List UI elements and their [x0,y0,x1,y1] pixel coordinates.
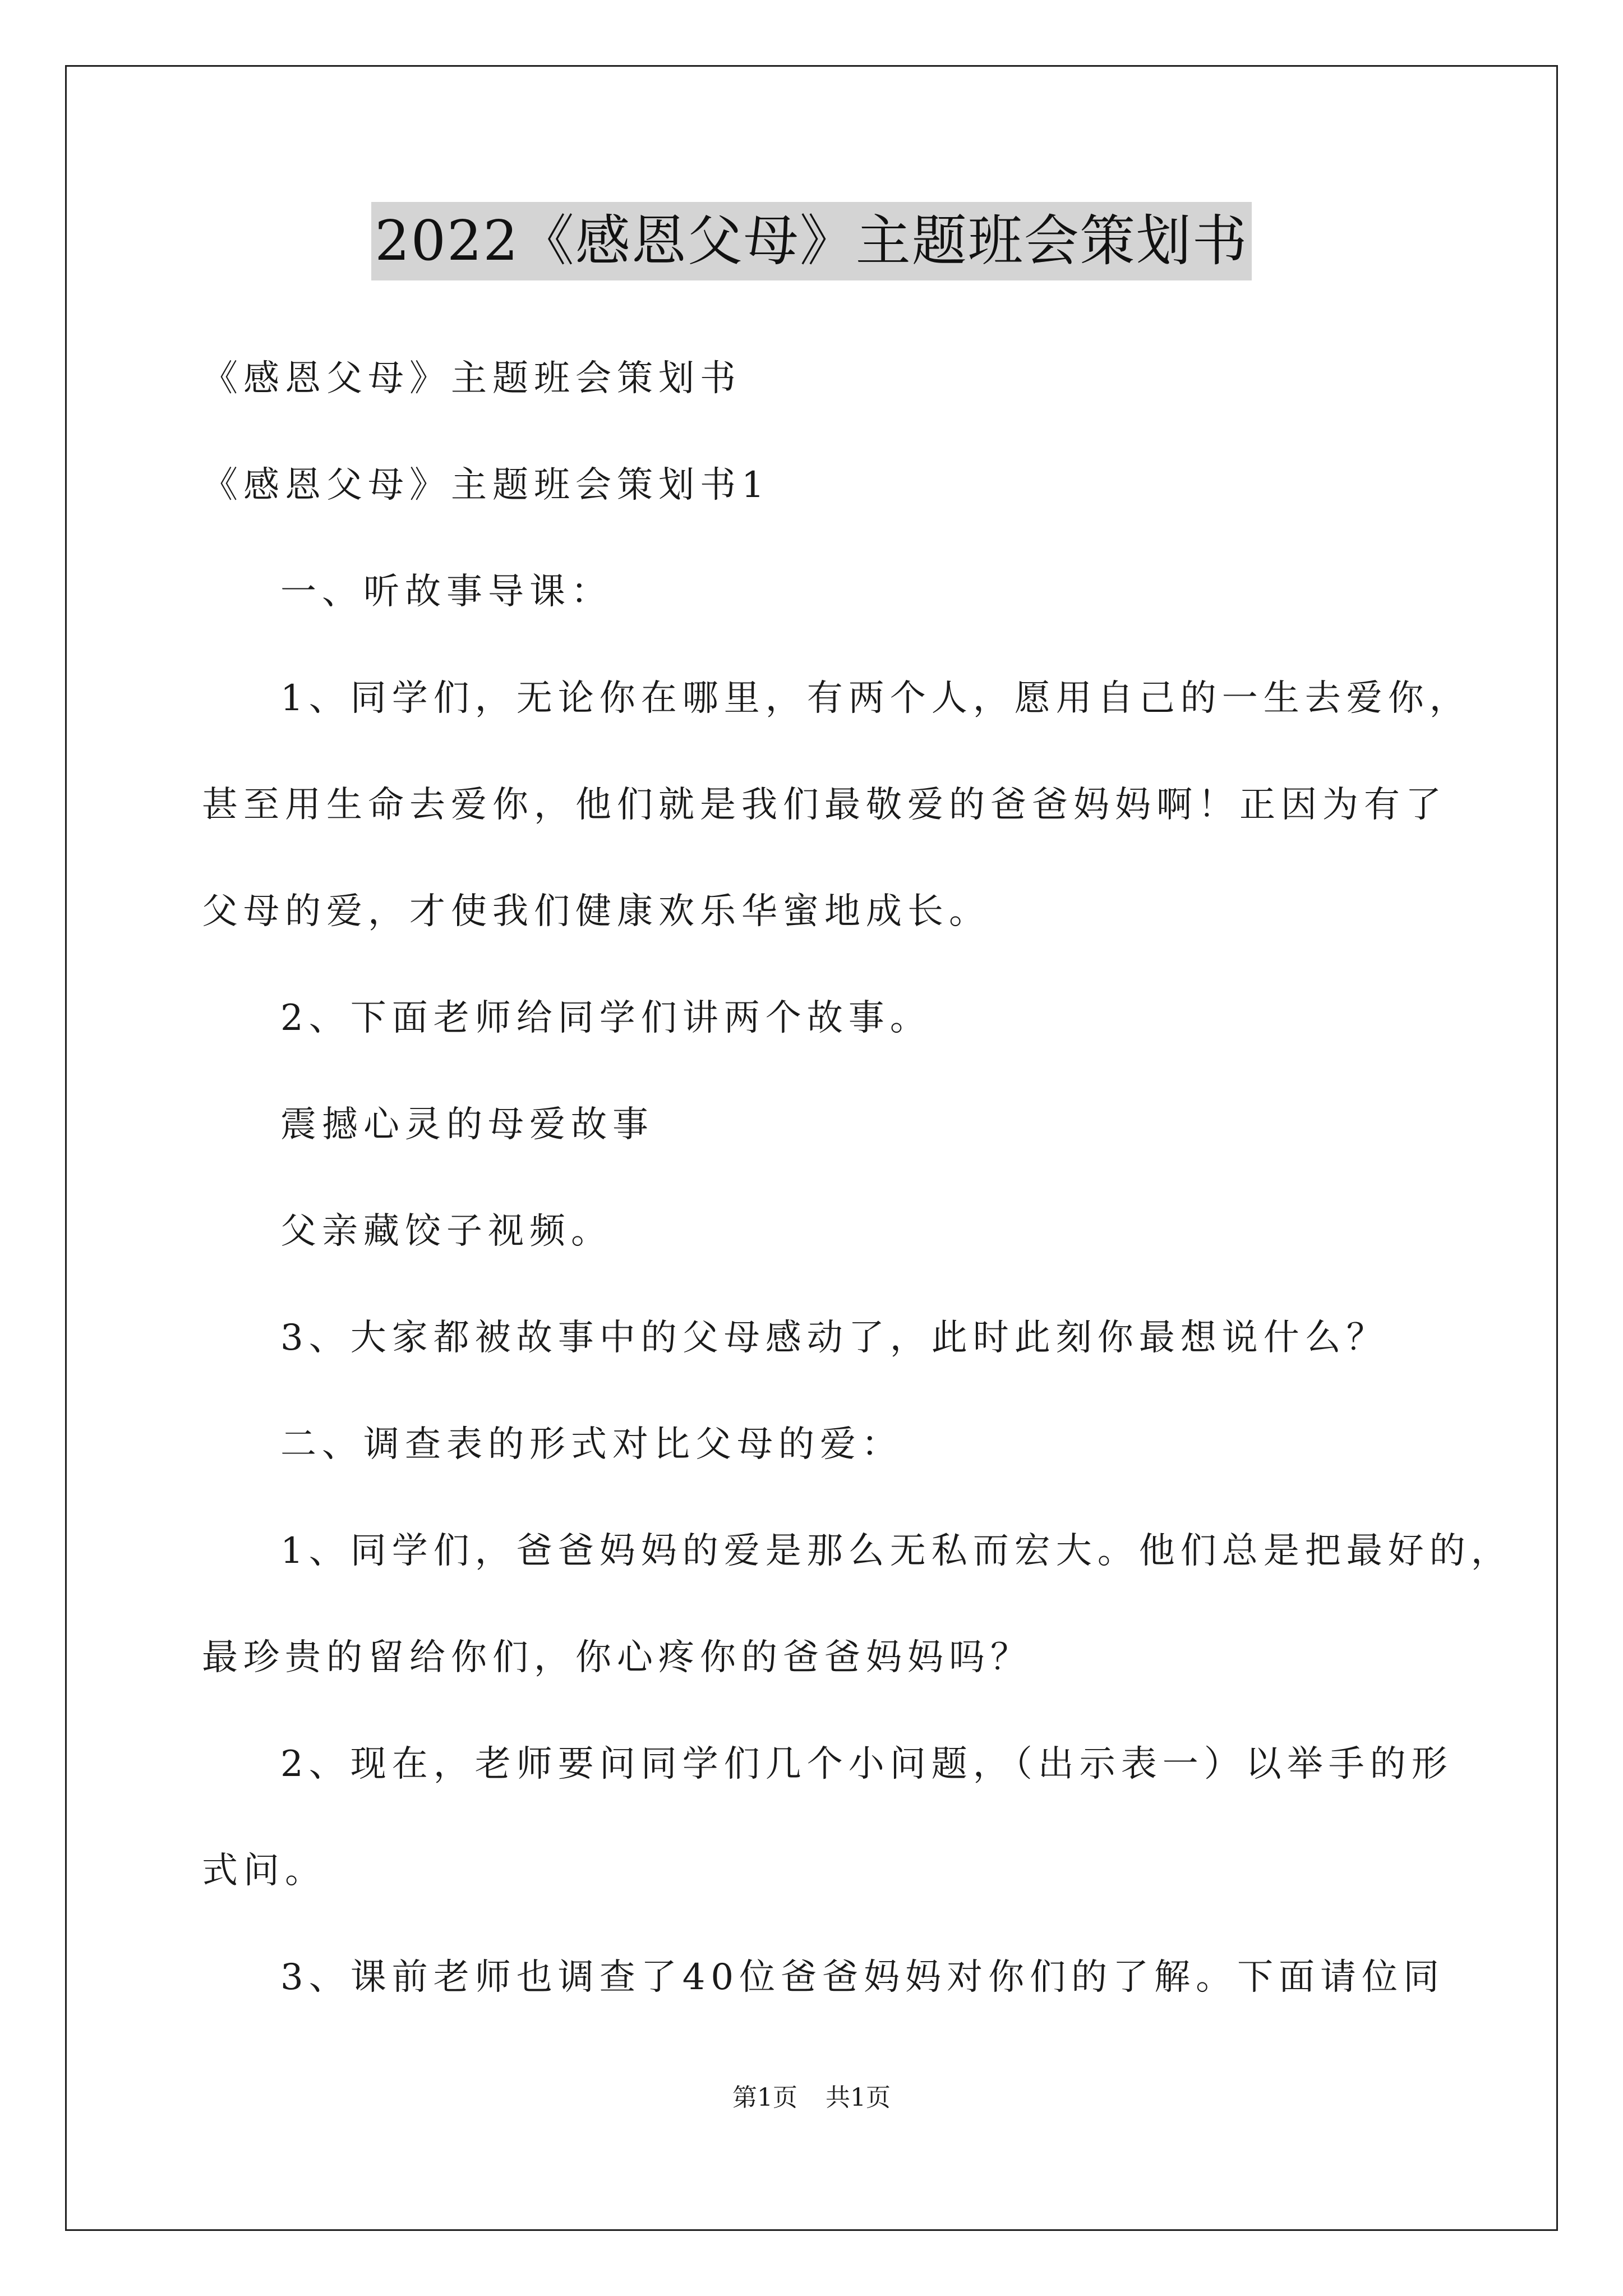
page-number-current: 第1页 [732,2083,797,2112]
paragraph-line: 父母的爱，才使我们健康欢乐华蜜地成长。 [202,891,990,932]
document-title: 2022《感恩父母》主题班会策划书 [371,202,1251,280]
paragraph-line: 甚至用生命去爱你，他们就是我们最敬爱的爸爸妈妈啊！正因为有了 [202,784,1447,826]
paragraph-line: 3、课前老师也调查了40位爸爸妈妈对你们的了解。下面请位同 [280,1957,1445,1998]
paragraph-section-2: 二、调查表的形式对比父母的爱： [280,1424,903,1465]
page-number-total: 共1页 [826,2083,891,2112]
paragraph-line: 1、同学们，无论你在哪里，有两个人，愿用自己的一生去爱你， [280,678,1471,719]
paragraph-heading: 《感恩父母》主题班会策划书 [202,358,741,399]
paragraph-line: 3、大家都被故事中的父母感动了，此时此刻你最想说什么？ [280,1317,1388,1359]
paragraph-line: 2、下面老师给同学们讲两个故事。 [280,997,932,1039]
paragraph-subheading: 《感恩父母》主题班会策划书1 [202,464,770,506]
paragraph-line: 2、现在，老师要问同学们几个小问题，（出示表一）以举手的形 [280,1743,1453,1785]
paragraph-line: 式问。 [202,1850,326,1892]
paragraph-line: 1、同学们，爸爸妈妈的爱是那么无私而宏大。他们总是把最好的， [280,1530,1513,1572]
paragraph-line: 震撼心灵的母爱故事 [280,1104,654,1145]
paragraph-line: 父亲藏饺子视频。 [280,1211,612,1252]
page-footer [0,2081,1623,2115]
title-wrapper [0,202,1623,280]
paragraph-section-1: 一、听故事导课： [280,571,612,613]
paragraph-line: 最珍贵的留给你们，你心疼你的爸爸妈妈吗？ [202,1637,1032,1678]
